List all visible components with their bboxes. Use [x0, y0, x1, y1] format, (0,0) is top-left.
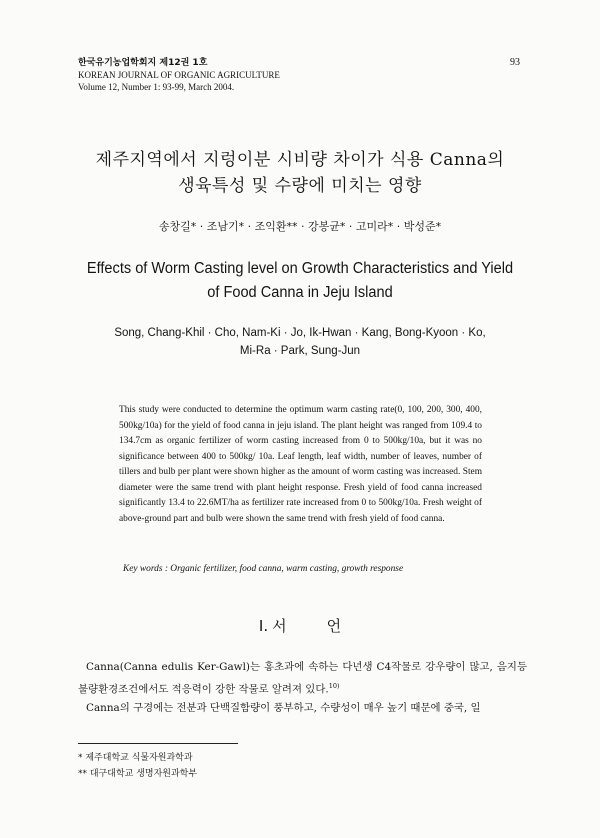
authors-english	[0, 324, 600, 360]
page-number: 93	[510, 57, 520, 68]
title-english-line1: Effects of Worm Casting level on Growth Characteristics and Yield	[86, 260, 514, 277]
footnotes	[78, 750, 197, 782]
intro-paragraph-1-text: Canna(Canna edulis Ker-Gawl)는 홍초과에 속하는 다년생 C4작물로 강우량이 많고, 음지등 불량환경조건에서도 적응력이 강한 작물로 알려져 있다.	[78, 661, 527, 696]
footnote-1: * 제주대학교 식물자원과학과	[78, 753, 193, 763]
keywords: Key words : Organic fertilizer, food canna, warm casting, growth response	[123, 564, 404, 574]
section-heading	[0, 615, 600, 636]
journal-header	[78, 57, 280, 93]
authors-english-line2: Mi-Ra · Park, Sung-Jun	[239, 345, 361, 357]
footnote-divider	[78, 743, 238, 744]
journal-title-en: KOREAN JOURNAL OF ORGANIC AGRICULTURE	[78, 70, 280, 80]
intro-paragraph-2: Canna의 구경에는 전분과 단백질함량이 풍부하고, 수량성이 매우 높기 때문에 중국, 일	[86, 702, 481, 715]
title-korean-line1: 제주지역에서 지렁이분 시비량 차이가 식용 Canna의	[95, 150, 505, 170]
section-word-2: 언	[326, 617, 342, 635]
section-word-1: 서	[272, 617, 287, 635]
footnote-2: ** 대구대학교 생명자원과학부	[78, 769, 198, 779]
authors-english-line1: Song, Chang-Khil · Cho, Nam-Ki · Jo, Ik-Hwan · Kang, Bong-Kyoon · Ko,	[114, 327, 486, 339]
title-english	[18, 257, 582, 305]
section-number: I.	[258, 617, 269, 635]
title-english-line2: of Food Canna in Jeju Island	[207, 284, 393, 301]
citation-ref: 10)	[328, 682, 340, 690]
journal-volume: Volume 12, Number 1: 93-99, March 2004.	[78, 82, 235, 92]
intro-paragraph-1	[78, 658, 527, 699]
authors-korean: 송창길* · 조남기* · 조익환** · 강봉균* · 고미라* · 박성준*	[158, 220, 442, 233]
abstract: This study were conducted to determine the optimum warm casting rate(0, 100, 200, 300, 400, 500kg/10a) for the yield of food canna in jeju island. The plant height was ranged from 109.4 to 134.7cm as organic fertilizer of worm casting increased from 0 to 500kg/10a, but it was no significance between 400 to 500kg/ 10a. Leaf length, leaf width, number of leaves, number of tillers and bulb per plant were shown higher as the amount of worm casting was increased. Stem diameter were the same trend with plant height response. Fresh yield of food canna increased significantly 13.4 to 22.6MT/ha as fertilizer rate increased from 0 to 500kg/10a. Fresh weight of above-ground part and bulb were shown the same trend with fresh yield of food canna.	[119, 405, 482, 524]
title-korean	[0, 147, 600, 199]
introduction-text	[78, 658, 527, 718]
title-korean-line2: 생육특성 및 수량에 미치는 영향	[178, 176, 422, 196]
journal-title-ko: 한국유기농업학회지 제12권 1호	[78, 58, 208, 68]
